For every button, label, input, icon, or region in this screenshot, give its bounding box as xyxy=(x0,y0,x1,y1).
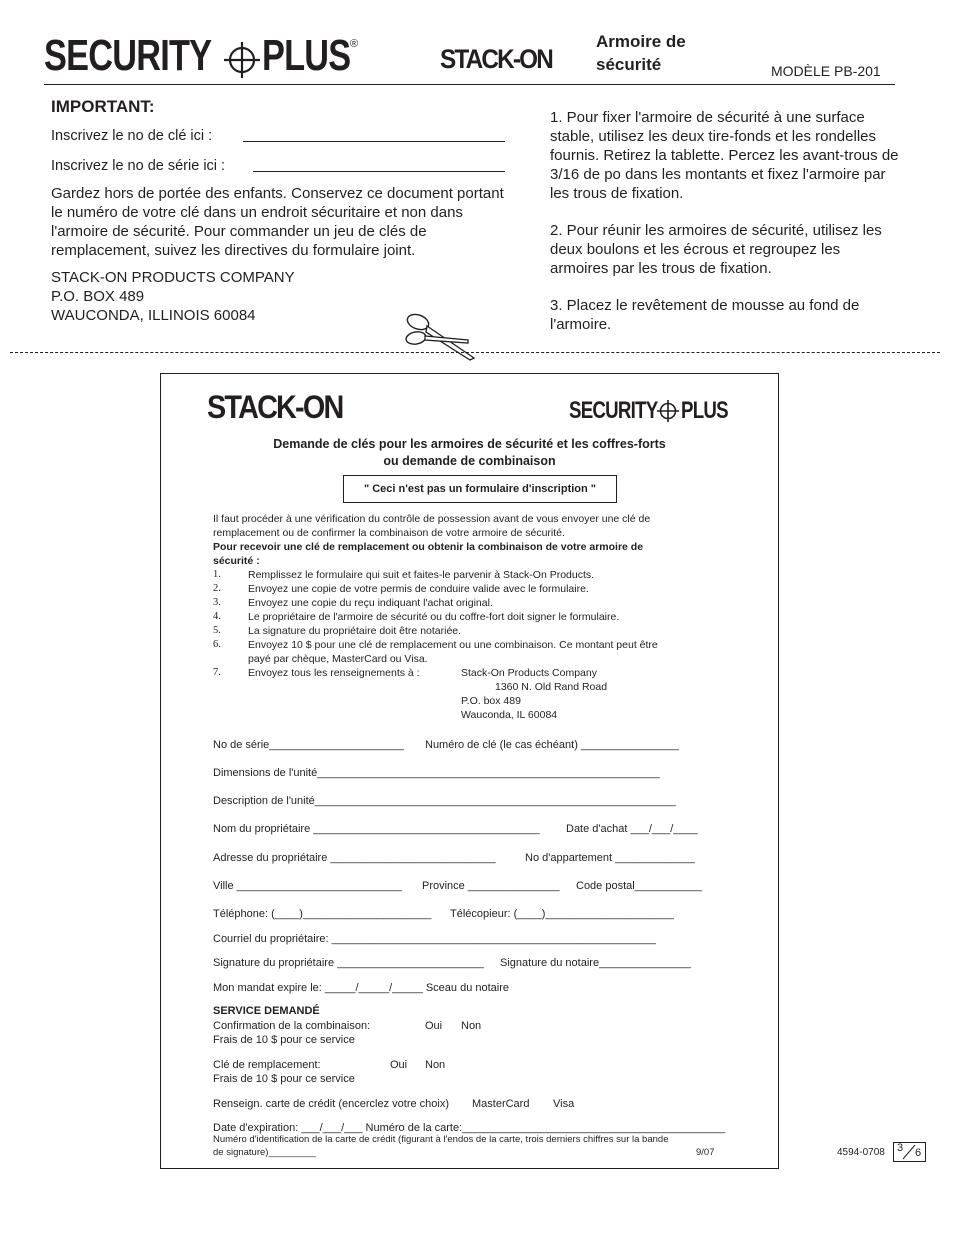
scissors-icon xyxy=(404,308,478,364)
registered-mark: ® xyxy=(350,38,359,50)
model-number: MODÈLE PB-201 xyxy=(771,63,881,79)
key-number-request-field[interactable]: Numéro de clé (le cas échéant) ________________ xyxy=(425,739,679,751)
card-id-field[interactable]: de signature)_________ xyxy=(213,1147,317,1158)
description-field[interactable]: Description de l'unité___________________________________________________________ xyxy=(213,795,676,807)
instruction-item: 3. Placez le revêtement de mousse au fond de l'armoire. xyxy=(550,297,860,333)
form-crosshair-icon xyxy=(657,400,679,422)
intro-bold-line: sécurité : xyxy=(213,555,260,567)
product-title-line-2: sécurité xyxy=(596,55,662,74)
serial-number-label: Inscrivez le no de série ici : xyxy=(51,158,226,174)
storage-warning-paragraph: Gardez hors de portée des enfants. Conservez ce document portant le numéro de votre clé dans un endroit sécuritaire et non dans l'armoire de sécurité. Pour commander un jeu de clés de remplacement, suivez les directives du formulaire joint. xyxy=(51,185,504,259)
serial-number-field[interactable] xyxy=(253,171,505,172)
step-text: payé par chèque, MasterCard ou Visa. xyxy=(248,653,428,665)
page-slash xyxy=(902,1144,916,1160)
form-title xyxy=(161,436,778,470)
plus-word xyxy=(262,31,351,80)
product-title xyxy=(596,30,686,76)
mail-to-line: P.O. box 489 xyxy=(461,695,521,707)
form-intro xyxy=(213,512,733,568)
intro-line: remplacement ou de confirmer la combinaison de votre armoire de sécurité. xyxy=(213,527,565,539)
intro-bold-line: Pour recevoir une clé de remplacement ou obtenir la combinaison de votre armoire de xyxy=(213,541,644,553)
step-item xyxy=(213,582,733,596)
combination-no-option[interactable]: Non xyxy=(461,1020,482,1032)
step-item xyxy=(213,596,733,610)
security-word: SECURITY xyxy=(44,31,212,80)
combination-fee: Frais de 10 $ pour ce service xyxy=(213,1034,355,1046)
replacement-fee: Frais de 10 $ pour ce service xyxy=(213,1073,355,1085)
step-number: 6. xyxy=(213,639,221,650)
stack-on-logo-text: STACK-ON xyxy=(440,44,553,74)
mail-to-address xyxy=(461,666,607,722)
document-code: 4594-0708 xyxy=(837,1147,885,1158)
address-line: STACK-ON PRODUCTS COMPANY xyxy=(51,269,295,286)
replacement-no-option[interactable]: Non xyxy=(425,1059,446,1071)
owner-signature-field[interactable]: Signature du propriétaire ________________________ xyxy=(213,957,484,969)
email-field[interactable]: Courriel du propriétaire: _____________________________________________________ xyxy=(213,933,656,945)
apartment-field[interactable]: No d'appartement _____________ xyxy=(525,852,695,864)
plus-word-text: PLUS xyxy=(262,31,351,80)
key-number-field[interactable] xyxy=(243,141,505,142)
card-id-line-1: Numéro d'identification de la carte de crédit (figurant à l'endos de la carte, trois derniers chiffres sur la bande xyxy=(213,1134,669,1145)
step-number: 5. xyxy=(213,625,221,636)
step-text: La signature du propriétaire doit être notariée. xyxy=(248,625,462,637)
step-number: 4. xyxy=(213,611,221,622)
step-text: Envoyez une copie de votre permis de conduire valide avec le formulaire. xyxy=(248,583,589,595)
owner-address-field[interactable]: Adresse du propriétaire ___________________________ xyxy=(213,852,496,864)
combination-label: Confirmation de la combinaison: xyxy=(213,1020,371,1032)
dimensions-field[interactable]: Dimensions de l'unité________________________________________________________ xyxy=(213,767,660,779)
step-text: Envoyez tous les renseignements à : xyxy=(248,667,420,679)
page-indicator xyxy=(893,1142,926,1162)
page-number: 3 xyxy=(897,1142,904,1154)
instruction-item: 2. Pour réunir les armoires de sécurité, utilisez les deux boulons et les écrous et regroupez les armoires par les trous de fixation. xyxy=(550,222,882,277)
step-item xyxy=(213,568,733,582)
instruction-item: 1. Pour fixer l'armoire de sécurité à une surface stable, utilisez les deux tire-fonds et les rondelles fournis. Retirez la tablette. Percez les avant-trous de 3/16 de po dans les montants et fixez l'armoire par les trous de fixation. xyxy=(550,109,899,202)
province-field[interactable]: Province _______________ xyxy=(422,880,560,892)
fax-field[interactable]: Télécopieur: (____)_____________________ xyxy=(450,908,674,920)
step-number: 3. xyxy=(213,597,221,608)
phone-field[interactable]: Téléphone: (____)_____________________ xyxy=(213,908,432,920)
step-number: 1. xyxy=(213,569,221,580)
intro-line: Il faut procéder à une vérification du contrôle de possession avant de vous envoyer une clé de xyxy=(213,513,651,525)
form-security-plus-logo xyxy=(569,398,739,424)
step-text: Envoyez une copie du reçu indiquant l'achat original. xyxy=(248,597,493,609)
step-item xyxy=(213,624,733,638)
step-item xyxy=(213,652,733,666)
key-number-label: Inscrivez le no de clé ici : xyxy=(51,128,213,144)
city-field[interactable]: Ville ___________________________ xyxy=(213,880,402,892)
company-address xyxy=(51,268,295,325)
notary-signature-field[interactable]: Signature du notaire_______________ xyxy=(500,957,691,969)
form-stack-on-logo: STACK-ON xyxy=(207,389,343,425)
security-plus-logo xyxy=(44,31,364,80)
form-title-line-2: ou demande de combinaison xyxy=(383,454,556,468)
not-registration-notice: " Ceci n'est pas un formulaire d'inscription " xyxy=(343,475,617,503)
steps-list xyxy=(213,568,733,680)
mail-to-line: 1360 N. Old Rand Road xyxy=(495,681,608,693)
step-number xyxy=(213,652,248,666)
form-title-line-1: Demande de clés pour les armoires de sécurité et les coffres-forts xyxy=(273,437,666,451)
key-request-form xyxy=(160,373,779,1169)
mastercard-option[interactable]: MasterCard xyxy=(472,1098,530,1110)
card-info-label: Renseign. carte de crédit (encerclez votre choix) xyxy=(213,1098,449,1110)
cut-line xyxy=(10,352,940,353)
postal-code-field[interactable]: Code postal___________ xyxy=(576,880,703,892)
purchase-date-field[interactable]: Date d'achat ___/___/____ xyxy=(566,823,698,835)
step-item xyxy=(213,638,733,652)
form-security-word: SECURITY xyxy=(569,397,658,424)
serial-field[interactable]: No de série______________________ xyxy=(213,739,404,751)
address-line: WAUCONDA, ILLINOIS 60084 xyxy=(51,307,256,324)
step-text: Envoyez 10 $ pour une clé de remplacement ou une combinaison. Ce montant peut être xyxy=(248,639,658,651)
owner-name-field[interactable]: Nom du propriétaire _____________________________________ xyxy=(213,823,540,835)
step-number: 2. xyxy=(213,583,221,594)
important-heading: IMPORTANT: xyxy=(51,97,155,116)
visa-option[interactable]: Visa xyxy=(553,1098,575,1110)
step-text: Remplissez le formulaire qui suit et faites-le parvenir à Stack-On Products. xyxy=(248,569,595,581)
crosshair-icon xyxy=(224,42,260,78)
replacement-yes-option[interactable]: Oui xyxy=(390,1059,408,1071)
instructions xyxy=(550,108,902,334)
step-item xyxy=(213,610,733,624)
service-heading: SERVICE DEMANDÉ xyxy=(213,1005,320,1017)
step-number: 7. xyxy=(213,667,221,678)
step-text: Le propriétaire de l'armoire de sécurité ou du coffre-fort doit signer le formulaire. xyxy=(248,611,620,623)
page-count: 6 xyxy=(915,1147,922,1159)
address-line: P.O. BOX 489 xyxy=(51,288,145,305)
replacement-key-label: Clé de remplacement: xyxy=(213,1059,321,1071)
form-date: 9/07 xyxy=(696,1147,715,1158)
security-plus-logo-text xyxy=(44,31,212,80)
header-rule xyxy=(44,84,895,85)
card-expiry-number-field[interactable]: Date d'expiration: ___/___/___ Numéro de la carte:___________________________________________ xyxy=(213,1122,726,1134)
form-plus-word: PLUS xyxy=(681,397,728,424)
product-title-line-1: Armoire de xyxy=(596,32,686,51)
combination-yes-option[interactable]: Oui xyxy=(425,1020,443,1032)
mandate-expiry-field[interactable]: Mon mandat expire le: _____/_____/_____ Sceau du notaire xyxy=(213,982,509,994)
mail-to-line: Stack-On Products Company xyxy=(461,667,597,679)
stack-on-logo xyxy=(440,45,552,73)
mail-to-line: Wauconda, IL 60084 xyxy=(461,709,558,721)
